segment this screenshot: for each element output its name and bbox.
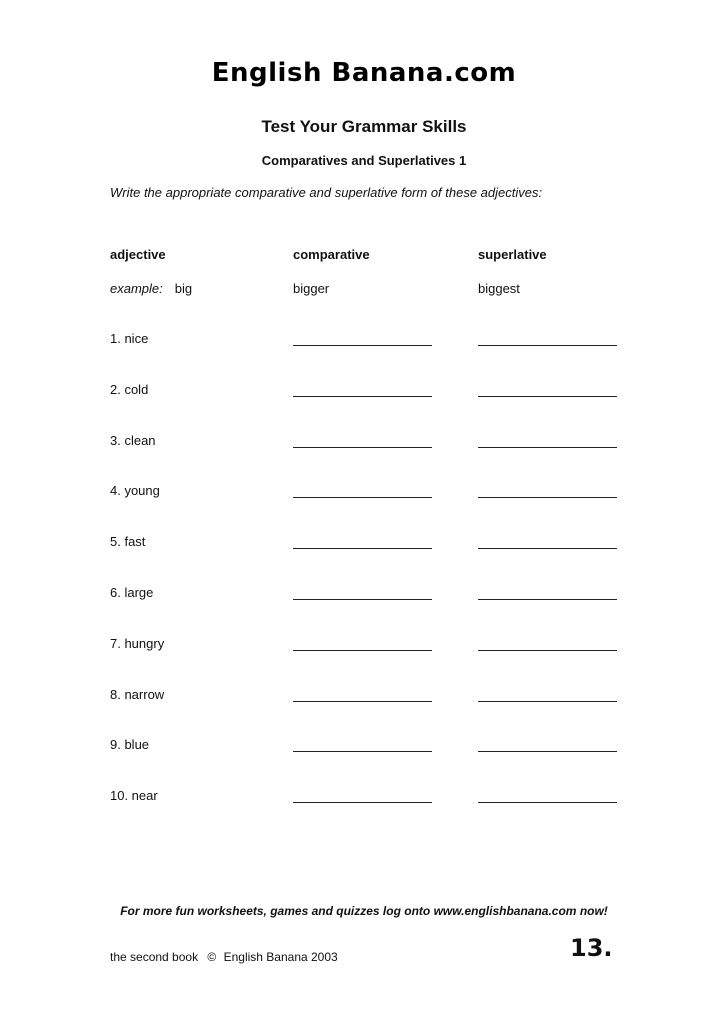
comparative-blank[interactable] xyxy=(293,788,432,803)
superlative-blank[interactable] xyxy=(478,331,617,346)
comparative-blank[interactable] xyxy=(293,382,432,397)
superlative-blank[interactable] xyxy=(478,788,617,803)
comparative-blank[interactable] xyxy=(293,636,432,651)
header-comparative: comparative xyxy=(293,247,370,262)
item-adjective: 8. narrow xyxy=(110,687,165,702)
item-adjective: 2. cold xyxy=(110,382,149,397)
superlative-blank[interactable] xyxy=(478,483,617,498)
page-number: 13. xyxy=(570,934,613,962)
superlative-blank[interactable] xyxy=(478,382,617,397)
superlative-blank[interactable] xyxy=(478,636,617,651)
superlative-blank[interactable] xyxy=(478,433,617,448)
example-adjective: big xyxy=(174,281,193,296)
comparative-blank[interactable] xyxy=(293,433,432,448)
source-prefix: the second book xyxy=(110,950,199,964)
item-adjective: 7. hungry xyxy=(110,636,165,651)
header-adjective: adjective xyxy=(110,247,166,262)
item-adjective: 10. near xyxy=(110,788,158,803)
footer-promo: For more fun worksheets, games and quizzes log onto www.englishbanana.com now! xyxy=(120,904,608,918)
example-adjective-cell xyxy=(110,281,192,296)
item-adjective: 3. clean xyxy=(110,433,156,448)
item-adjective: 5. fast xyxy=(110,534,146,549)
footer-source xyxy=(110,950,338,964)
example-label: example: xyxy=(110,281,163,296)
page-subtitle: Comparatives and Superlatives 1 xyxy=(261,153,467,168)
comparative-blank[interactable] xyxy=(293,687,432,702)
superlative-blank[interactable] xyxy=(478,534,617,549)
superlative-blank[interactable] xyxy=(478,585,617,600)
page-title: Test Your Grammar Skills xyxy=(261,117,467,136)
example-superlative: biggest xyxy=(478,281,520,296)
item-adjective: 9. blue xyxy=(110,737,150,752)
item-adjective: 4. young xyxy=(110,483,160,498)
publisher: English Banana 2003 xyxy=(223,950,338,964)
comparative-blank[interactable] xyxy=(293,331,432,346)
comparative-blank[interactable] xyxy=(293,534,432,549)
logo: English Banana.com xyxy=(211,58,517,88)
instruction-text: Write the appropriate comparative and superlative form of these adjectives: xyxy=(110,185,543,200)
example-comparative: bigger xyxy=(293,281,330,296)
superlative-blank[interactable] xyxy=(478,737,617,752)
comparative-blank[interactable] xyxy=(293,737,432,752)
superlative-blank[interactable] xyxy=(478,687,617,702)
comparative-blank[interactable] xyxy=(293,585,432,600)
item-adjective: 6. large xyxy=(110,585,154,600)
copyright-symbol: © xyxy=(207,950,217,964)
header-superlative: superlative xyxy=(478,247,547,262)
comparative-blank[interactable] xyxy=(293,483,432,498)
item-adjective: 1. nice xyxy=(110,331,149,346)
